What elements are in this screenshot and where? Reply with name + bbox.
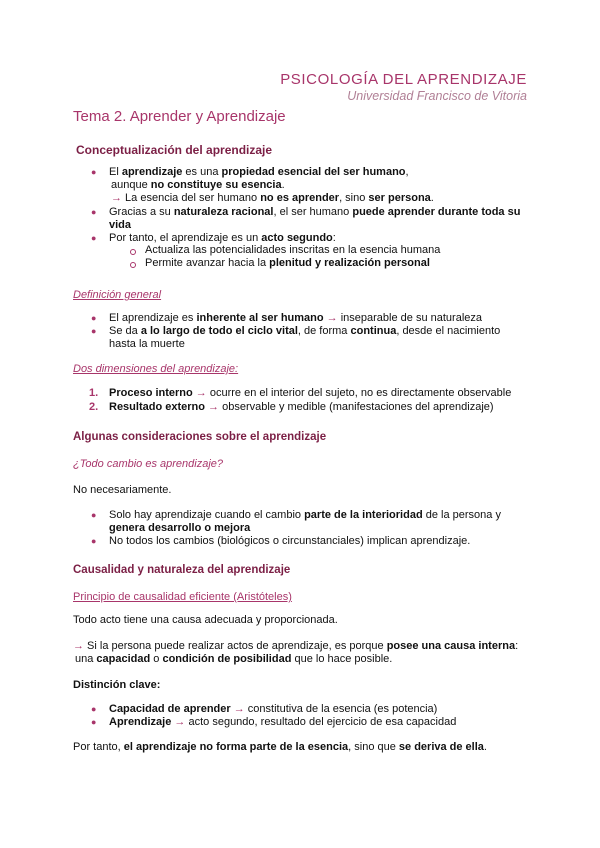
bullet-icon: ● (91, 167, 97, 177)
arrow-icon: → (171, 716, 189, 728)
s5-bullet-2: Aprendizaje → acto segundo, resultado del ejercicio de esa capacidad (109, 716, 457, 728)
heading-dos-dimensiones: Dos dimensiones del aprendizaje: (73, 363, 239, 375)
s1-bullet-2-line-1: Gracias a su naturaleza racional, el ser humano puede aprender durante toda su (109, 206, 521, 218)
s1-bullet-3: Por tanto, el aprendizaje es un acto segundo: (109, 232, 336, 244)
s1-bullet-1-line-3: → La esencia del ser humano no es aprender, sino ser persona. (111, 192, 434, 204)
heading-causalidad: Causalidad y naturaleza del aprendizaje (73, 564, 291, 576)
s1-bullet-1-line-1: El aprendizaje es una propiedad esencial del ser humano, (109, 166, 409, 178)
answer-text: No necesariamente. (73, 484, 172, 496)
bullet-icon: ● (91, 510, 97, 520)
university-name: Universidad Francisco de Vitoria (347, 89, 527, 103)
bullet-icon: ● (91, 326, 97, 336)
question-todo-cambio: ¿Todo cambio es aprendizaje? (73, 458, 224, 470)
arrow-icon: → (204, 401, 223, 413)
principle-text: Todo acto tiene una causa adecuada y proporcionada. (73, 614, 338, 626)
circle-bullet-icon (130, 249, 136, 255)
s4-bullet-1-line-2: genera desarrollo o mejora (109, 522, 251, 534)
s1-bullet-1-line-2: aunque no constituye su esencia. (111, 179, 285, 191)
s4-bullet-1-line-1: Solo hay aprendizaje cuando el cambio parte de la interioridad de la persona y (109, 509, 501, 521)
s5-bullet-1: Capacidad de aprender → constitutiva de la esencia (es potencia) (109, 703, 438, 715)
bullet-icon: ● (91, 704, 97, 714)
principle-link: Principio de causalidad eficiente (Aristóteles) (73, 591, 292, 603)
bullet-icon: ● (91, 313, 97, 323)
topic-title: Tema 2. Aprender y Aprendizaje (73, 108, 286, 125)
s1-sub-bullet-2: Permite avanzar hacia la plenitud y realización personal (145, 257, 430, 269)
arrow-icon: → (230, 703, 248, 715)
arrow-icon: → (73, 640, 84, 652)
s5-paragraph-line-1: → Si la persona puede realizar actos de aprendizaje, es porque posee una causa interna: (73, 640, 519, 652)
bullet-icon: ● (91, 717, 97, 727)
s4-bullet-2: No todos los cambios (biológicos o circunstanciales) implican aprendizaje. (109, 535, 471, 547)
document-title: PSICOLOGÍA DEL APRENDIZAJE (280, 71, 527, 88)
s3-item-1: Proceso interno → ocurre en el interior del sujeto, no es directamente observable (109, 387, 512, 399)
heading-consideraciones: Algunas consideraciones sobre el aprendizaje (73, 431, 327, 443)
heading-conceptualizacion: Conceptualización del aprendizaje (76, 143, 273, 157)
arrow-icon: → (111, 192, 122, 204)
arrow-icon: → (192, 387, 210, 399)
bullet-icon: ● (91, 233, 97, 243)
distincion-heading: Distinción clave: (73, 679, 161, 691)
circle-bullet-icon (130, 262, 136, 268)
s3-item-2: Resultado externo → observable y medible (manifestaciones del aprendizaje) (109, 401, 494, 413)
conclusion-text: Por tanto, el aprendizaje no forma parte de la esencia, sino que se deriva de ella. (73, 741, 487, 753)
s2-bullet-2-line-1: Se da a lo largo de todo el ciclo vital, de forma continua, desde el nacimiento (109, 325, 501, 337)
bullet-icon: ● (91, 207, 97, 217)
heading-definicion-general: Definición general (73, 289, 162, 301)
s1-sub-bullet-1: Actualiza las potencialidades inscritas en la esencia humana (145, 244, 441, 256)
s2-bullet-1: El aprendizaje es inherente al ser humano → inseparable de su naturaleza (109, 312, 482, 324)
number-1: 1. (89, 387, 99, 399)
arrow-icon: → (323, 312, 341, 324)
bullet-icon: ● (91, 536, 97, 546)
s5-paragraph-line-2: una capacidad o condición de posibilidad que lo hace posible. (75, 653, 393, 665)
number-2: 2. (89, 401, 99, 413)
s1-bullet-2-line-2: vida (109, 219, 132, 231)
s2-bullet-2-line-2: hasta la muerte (109, 338, 185, 350)
